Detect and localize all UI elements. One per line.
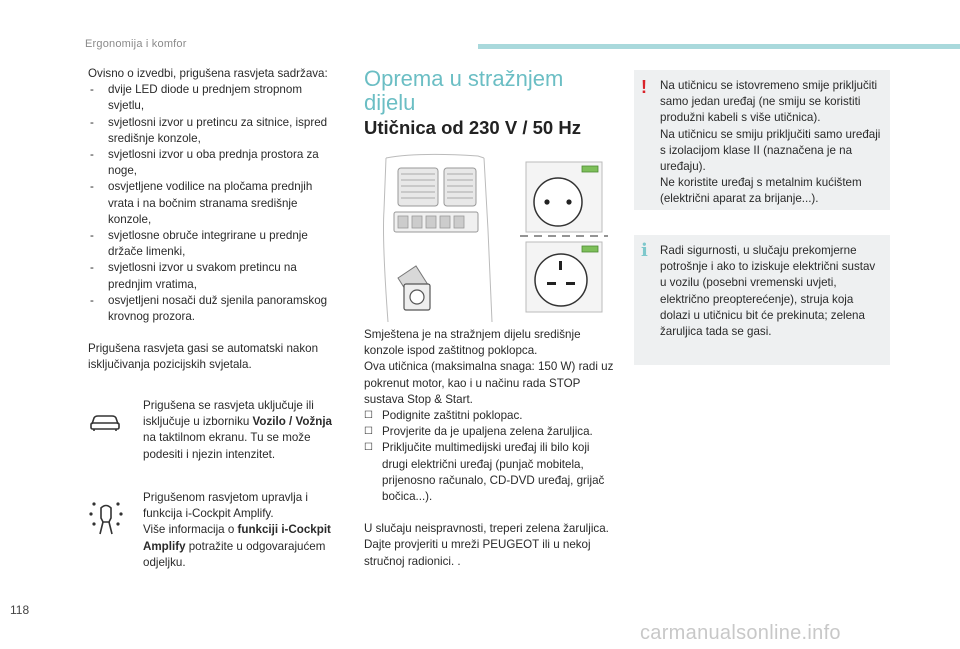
- list-item: - osvjetljeni nosači duž sjenila panoramskog krovnog prozora.: [88, 293, 338, 325]
- list-item: ☐ Podignite zaštitni poklopac.: [364, 408, 614, 424]
- rear-console-illustration: [368, 150, 608, 322]
- lighting-list: [88, 82, 338, 325]
- watermark: carmanualsonline.info: [640, 622, 841, 644]
- page-number: 118: [10, 603, 30, 617]
- list-item: - svjetlosni izvor u pretincu za sitnice, ispred središnje konzole,: [88, 115, 338, 147]
- section-heading: Oprema u stražnjem dijelu: [364, 66, 564, 115]
- location-text: Smještena je na stražnjem dijelu središnje konzole ispod zaštitnog poklopca.: [364, 328, 581, 358]
- list-item: - svjetlosni izvor u oba prednja prostora za noge,: [88, 147, 338, 179]
- list-item: ☐ Priključite multimedijski uređaj ili bilo koji drugi električni uređaj (punjač mobitela, prijenosno računalo, CD-DVD uređaj, grijač bočica...).: [364, 440, 614, 505]
- left-column: [88, 66, 338, 374]
- socket-heading: Utičnica od 230 V / 50 Hz: [364, 117, 581, 138]
- warning-text: Ne koristite uređaj s metalnim kućištem (električni aparat za brijanje...).: [660, 176, 862, 206]
- list-item: - svjetlosni izvor u svakom pretincu na prednjim vratima,: [88, 260, 338, 292]
- info-text: Radi sigurnosti, u slučaju prekomjerne potrošnje i ako to iziskuje električni sustav u vozilu (posebni vremenski uvjeti, električno preopterećenje), struja koja dolazi u utičnicu bit će prekinuta; zelena žaruljica tada se gasi.: [660, 244, 876, 339]
- car-menu-icon: [88, 410, 122, 432]
- warning-icon: !: [641, 77, 647, 97]
- warning-text: Na utičnicu se istovremeno smije priključiti samo jedan uređaj (ne smiju se koristiti produžni kabeli s više utičnica).: [660, 79, 878, 125]
- car-menu-note: Prigušena se rasvjeta uključuje ili isključuje u izborniku Vozilo / Vožnja na taktilnom ekranu. Tu se može podesiti i njezin intenzitet.: [143, 399, 332, 461]
- power-text: Ova utičnica (maksimalna snaga: 150 W) radi uz pokrenut motor, kao i u načinu rada STOP sustava Stop & Start.: [364, 360, 614, 406]
- list-item: ☐ Provjerite da je upaljena zelena žaruljica.: [364, 424, 614, 440]
- list-item: - dvije LED diode u prednjem stropnom svjetlu,: [88, 82, 338, 114]
- list-item: - svjetlosne obruče integrirane u prednje držače limenki,: [88, 228, 338, 260]
- i-cockpit-amplify-icon: [88, 498, 124, 538]
- list-item: - osvjetljene vodilice na pločama prednjih vrata i na bočnim stranama središnje konzole,: [88, 179, 338, 228]
- warning-box: [634, 70, 890, 210]
- info-box: [634, 235, 890, 365]
- warning-text: Na utičnicu se smiju priključiti samo uređaji s izolacijom klase II (naznačena je na uređaju).: [660, 127, 881, 174]
- fault-text: U slučaju neispravnosti, treperi zelena žaruljica.: [364, 522, 609, 536]
- intro-text: Ovisno o izvedbi, prigušena rasvjeta sadržava:: [88, 67, 328, 80]
- steps-list: [364, 408, 614, 505]
- service-text: Dajte provjeriti u mreži PEUGEOT ili u nekoj stručnoj radionici. .: [364, 538, 591, 568]
- section-title: Ergonomija i komfor: [85, 38, 187, 50]
- socket-description: [364, 327, 614, 570]
- auto-off-note: Prigušena rasvjeta gasi se automatski nakon isključivanja pozicijskih svjetala.: [88, 342, 319, 372]
- amplify-note: Prigušenom rasvjetom upravlja i funkcija i-Cockpit Amplify. Više informacija o funkciji i-Cockpit Amplify potražite u odgovarajućem odjeljku.: [143, 491, 331, 569]
- info-icon: i: [641, 240, 648, 261]
- section-bar: [478, 44, 960, 49]
